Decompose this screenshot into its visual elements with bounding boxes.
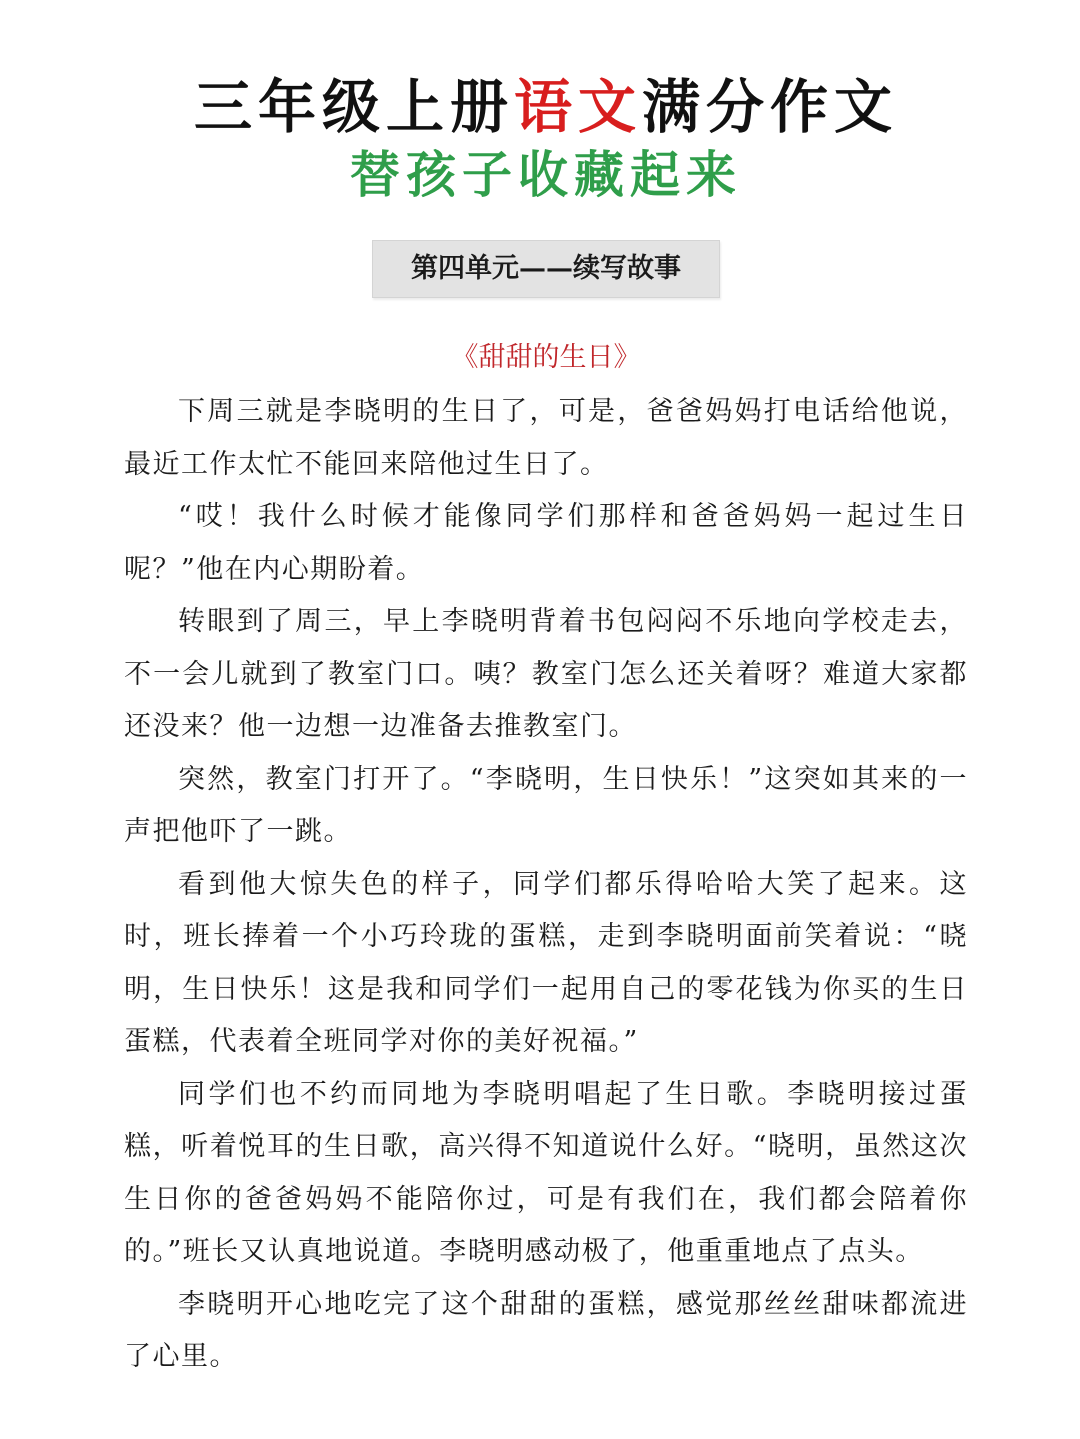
page-subtitle: 替孩子收藏起来 <box>350 146 742 204</box>
story-title: 《甜甜的生日》 <box>451 342 641 373</box>
title-part2: 满分作文 <box>642 73 899 141</box>
story-paragraph: 转眼到了周三，早上李晓明背着书包闷闷不乐地向学校走去，不一会儿就到了教室门口。咦？教室门怎么还关着呀？难道大家都还没来？他一边想一边准备去推教室门。 <box>124 606 968 742</box>
title-accent: 语文 <box>513 73 642 141</box>
unit-label-box <box>372 240 720 298</box>
story-paragraph: 李晓明开心地吃完了这个甜甜的蛋糕，感觉那丝丝甜味都流进了心里。 <box>124 1288 968 1372</box>
story-paragraph: 同学们也不约而同地为李晓明唱起了生日歌。李晓明接过蛋糕，听着悦耳的生日歌，高兴得不知道说什么好。“晓明，虽然这次生日你的爸爸妈妈不能陪你过，可是有我们在，我们都会陪着你的。”班长又认真地说道。李晓明感动极了，他重重地点了点头。 <box>124 1078 968 1267</box>
story-paragraph: 突然，教室门打开了。“李晓明，生日快乐！”这突如其来的一声把他吓了一跳。 <box>124 763 968 847</box>
page-title <box>124 72 968 142</box>
story-body <box>124 386 968 1384</box>
story-paragraph: 看到他大惊失色的样子，同学们都乐得哈哈大笑了起来。这时，班长捧着一个小巧玲珑的蛋糕，走到李晓明面前笑着说：“晓明，生日快乐！这是我和同学们一起用自己的零花钱为你买的生日蛋糕，代表着全班同学对你的美好祝福。” <box>124 868 968 1057</box>
unit-label: 第四单元——续写故事 <box>411 253 681 284</box>
title-part1: 三年级上册 <box>193 73 514 141</box>
story-paragraph: 下周三就是李晓明的生日了，可是，爸爸妈妈打电话给他说，最近工作太忙不能回来陪他过生日了。 <box>124 396 968 480</box>
header <box>124 0 968 206</box>
story-paragraph: “哎！我什么时候才能像同学们那样和爸爸妈妈一起过生日呢？”他在内心期盼着。 <box>124 501 968 585</box>
